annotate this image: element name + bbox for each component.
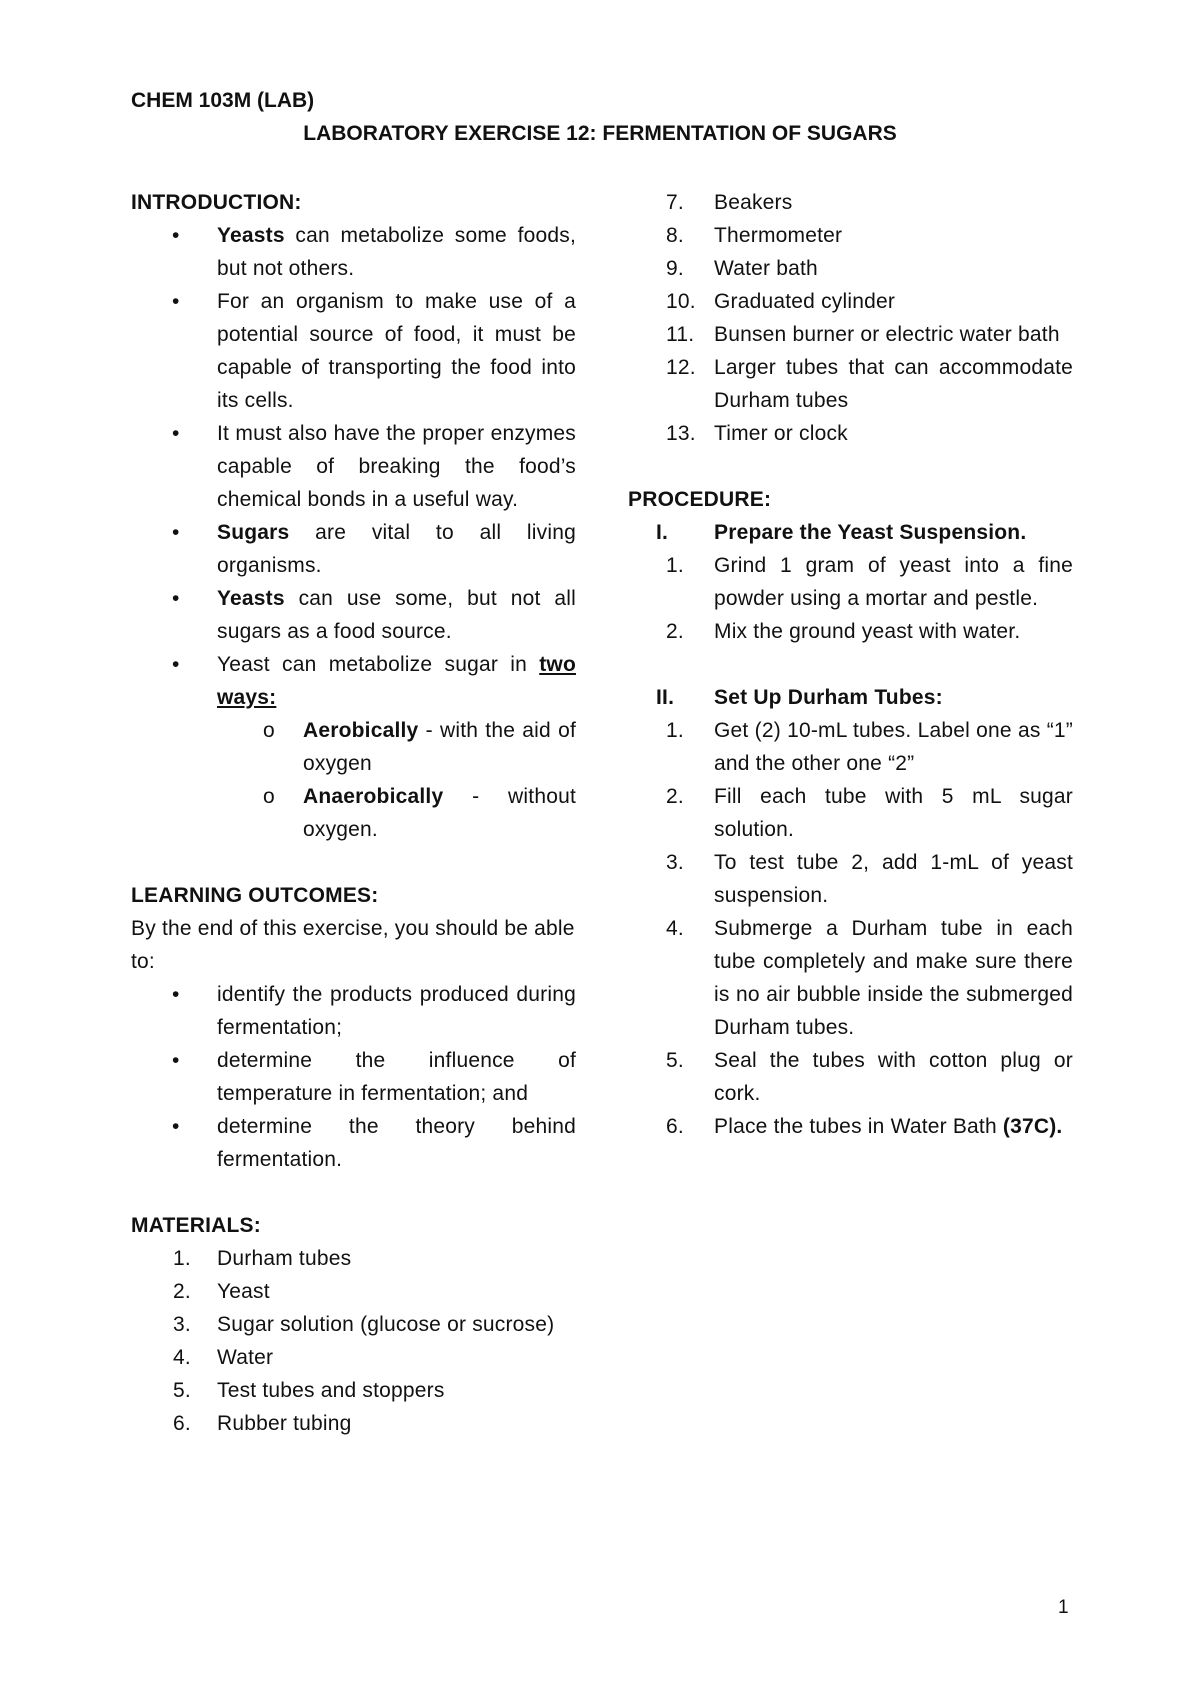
materials-list-left xyxy=(131,1242,576,1440)
list-item: • It must also have the proper enzymes capable of breaking the food’s chemical bonds in a useful way. xyxy=(131,417,576,516)
list-item: 7. Beakers xyxy=(666,191,793,214)
list-item: 6. Rubber tubing xyxy=(173,1412,352,1435)
introduction-list xyxy=(131,219,576,846)
circle-bullet-icon: o xyxy=(263,785,275,808)
page-number: 1 xyxy=(1058,1597,1069,1618)
list-item: 11. Bunsen burner or electric water bath xyxy=(666,323,1060,346)
list-item: • Sugars are vital to all living organisms. xyxy=(131,516,576,582)
procedure-part-2-title: II. Set Up Durham Tubes: xyxy=(656,686,943,709)
course-code: CHEM 103M (LAB) xyxy=(131,89,315,112)
bullet-icon: • xyxy=(172,983,180,1006)
list-item: 6. Place the tubes in Water Bath (37C). xyxy=(666,1115,1063,1138)
list-item: 10. Graduated cylinder xyxy=(666,290,896,313)
temperature-emphasis: (37C). xyxy=(1002,1115,1063,1138)
list-item: • determine the theory behind fermentation. xyxy=(131,1110,576,1176)
circle-bullet-icon: o xyxy=(263,719,275,742)
bullet-icon: • xyxy=(172,422,180,445)
bullet-icon: • xyxy=(172,1115,180,1138)
list-item: 2. Mix the ground yeast with water. xyxy=(666,620,1021,643)
bullet-icon: • xyxy=(172,224,180,247)
procedure-heading: PROCEDURE: xyxy=(628,488,772,511)
list-item: 5. Seal the tubes with cotton plug or cork. xyxy=(666,1049,1073,1105)
list-item: 9. Water bath xyxy=(666,257,818,280)
bullet-icon: • xyxy=(172,290,180,313)
list-item: o Anaerobically - without oxygen. xyxy=(131,780,576,846)
list-item: o Aerobically - with the aid of oxygen xyxy=(131,714,576,780)
learning-outcomes-heading: LEARNING OUTCOMES: xyxy=(131,884,379,907)
procedure-part-1-steps xyxy=(628,549,1073,648)
bullet-icon: • xyxy=(172,521,180,544)
list-item: 5. Test tubes and stoppers xyxy=(173,1379,445,1402)
learning-outcomes-intro: By the end of this exercise, you should be able to: xyxy=(131,917,575,973)
two-ways-emphasis: two ways: xyxy=(217,653,576,709)
list-item: • identify the products produced during fermentation; xyxy=(131,978,576,1044)
list-item: 1. Durham tubes xyxy=(173,1247,352,1270)
bullet-icon: • xyxy=(172,653,180,676)
list-item: 13. Timer or clock xyxy=(666,422,848,445)
list-item: 12. Larger tubes that can accommodate Durham tubes xyxy=(666,356,1073,412)
list-item: 1. Get (2) 10-mL tubes. Label one as “1” and the other one “2” xyxy=(666,719,1073,775)
introduction-heading: INTRODUCTION: xyxy=(131,191,302,214)
list-item: • determine the influence of temperature in fermentation; and xyxy=(131,1044,576,1110)
list-item: • Yeast can metabolize sugar in two ways: o Aerobically - with the aid of oxygen o Anaerobically - without oxygen. xyxy=(131,648,576,846)
bullet-icon: • xyxy=(172,587,180,610)
list-item: 3. To test tube 2, add 1-mL of yeast suspension. xyxy=(666,851,1073,907)
procedure-part-2-steps xyxy=(628,714,1073,1143)
list-item: 1. Grind 1 gram of yeast into a fine powder using a mortar and pestle. xyxy=(666,554,1073,610)
list-item: 4. Submerge a Durham tube in each tube completely and make sure there is no air bubble inside the submerged Durham tubes. xyxy=(666,917,1073,1039)
list-item: 2. Yeast xyxy=(173,1280,270,1303)
list-item: • Yeasts can use some, but not all sugars as a food source. xyxy=(131,582,576,648)
exercise-title: LABORATORY EXERCISE 12: FERMENTATION OF SUGARS xyxy=(303,122,897,145)
procedure-part-1-title: I. Prepare the Yeast Suspension. xyxy=(656,521,1027,544)
left-column xyxy=(131,186,576,1440)
materials-list-right xyxy=(628,186,1073,450)
list-item: 3. Sugar solution (glucose or sucrose) xyxy=(173,1313,555,1336)
list-item: 8. Thermometer xyxy=(666,224,843,247)
right-column xyxy=(628,186,1073,1143)
list-item: • Yeasts can metabolize some foods, but not others. xyxy=(131,219,576,285)
bullet-icon: • xyxy=(172,1049,180,1072)
list-item: 4. Water xyxy=(173,1346,274,1369)
list-item: • For an organism to make use of a potential source of food, it must be capable of transporting the food into its cells. xyxy=(131,285,576,417)
list-item: 2. Fill each tube with 5 mL sugar solution. xyxy=(666,785,1073,841)
learning-outcomes-list xyxy=(131,978,576,1176)
materials-heading: MATERIALS: xyxy=(131,1214,261,1237)
ways-list xyxy=(131,714,576,846)
